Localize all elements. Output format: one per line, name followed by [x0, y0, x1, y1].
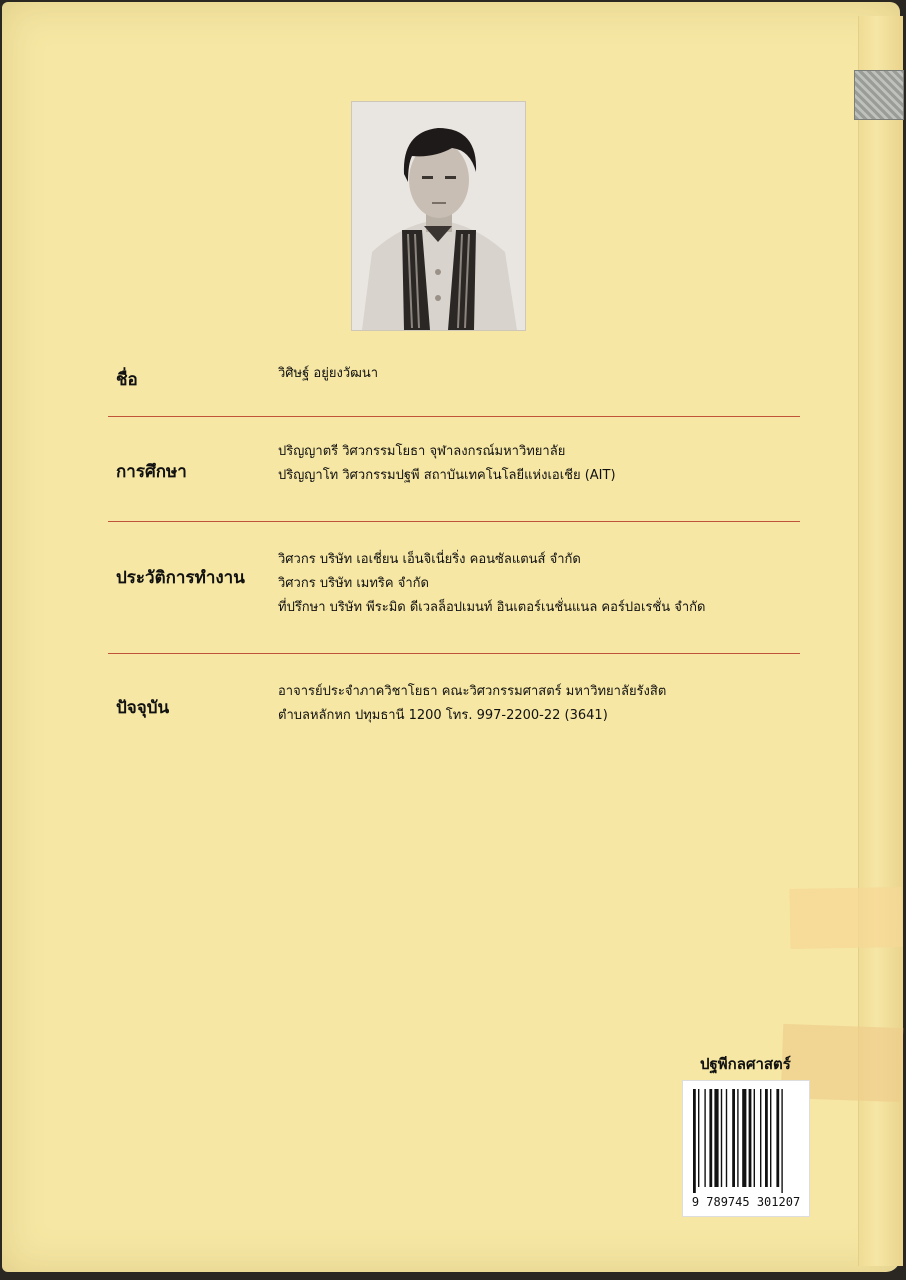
name-value: วิศิษฐ์ อยู่ยงวัฒนา	[278, 366, 379, 381]
current-line: ตำบลหลักหก ปทุมธานี 1200 โทร. 997-2200-22 (3641)	[278, 708, 608, 723]
author-photo	[351, 101, 526, 331]
barcode-bars	[691, 1089, 801, 1193]
education-label: การศึกษา	[116, 462, 187, 482]
career-line: ที่ปรึกษา บริษัท พีระมิด ดีเวลล็อปเมนท์ อินเตอร์เนชั่นแนล คอร์ปอเรชั่น จำกัด	[278, 600, 706, 615]
book-title-label: ปฐพีกลศาสตร์	[700, 1055, 791, 1073]
career-line: วิศวกร บริษัท เมทริค จำกัด	[278, 576, 429, 591]
section-divider	[108, 653, 800, 654]
current-label: ปัจจุบัน	[116, 698, 170, 718]
tape-patch	[789, 887, 902, 949]
isbn-barcode	[682, 1080, 810, 1217]
ribbon-tab	[854, 70, 904, 120]
career-label: ประวัติการทำงาน	[116, 568, 245, 588]
barcode-number: 9 789745 301207	[691, 1195, 801, 1209]
education-line: ปริญญาโท วิศวกรรมปฐพี สถาบันเทคโนโลยีแห่งเอเชีย (AIT)	[278, 468, 616, 483]
name-label: ชื่อ	[116, 370, 138, 390]
section-divider	[108, 521, 800, 522]
education-line: ปริญญาตรี วิศวกรรมโยธา จุฬาลงกรณ์มหาวิทยาลัย	[278, 444, 566, 459]
section-divider	[108, 416, 800, 417]
career-line: วิศวกร บริษัท เอเชี่ยน เอ็นจิเนี่ยริ่ง คอนซัลแตนส์ จำกัด	[278, 552, 581, 567]
current-line: อาจารย์ประจำภาควิชาโยธา คณะวิศวกรรมศาสตร์ มหาวิทยาลัยรังสิต	[278, 684, 667, 699]
